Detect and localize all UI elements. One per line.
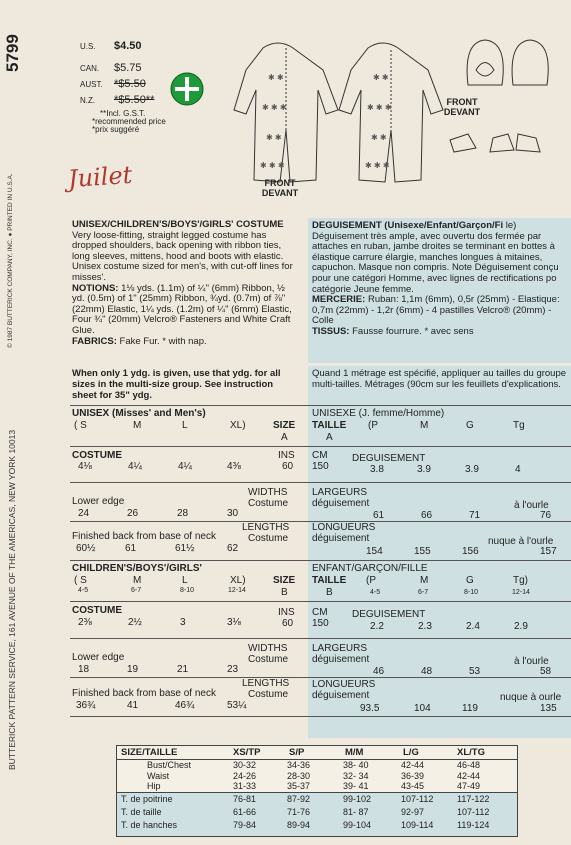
size-chart-cell: 43-45 (401, 781, 425, 791)
lengths-xl: 62 (227, 543, 239, 554)
size-chart-cell: 61-66 (233, 807, 257, 817)
size-chart (116, 745, 518, 837)
size-chart-header-xs: XS/TP (233, 747, 261, 758)
size-chart-cell: 36-39 (401, 770, 425, 781)
size-chart-row-label: T. de poitrine (121, 794, 173, 804)
hood-back-outline (512, 40, 548, 85)
child-width-150: 150 (312, 618, 329, 629)
child-widths-costume: Costume (248, 654, 289, 665)
child-costume-m-p: 2.2 (370, 621, 384, 632)
lengths-label: LENGTHS (242, 522, 290, 533)
child-ins-label: INS (278, 607, 295, 618)
child-nuque-label: nuque à ourle (500, 692, 562, 703)
child-lower-edge-s: 18 (78, 664, 90, 675)
child-size-l: L (182, 575, 188, 586)
child-largeurs-label: LARGEURS (312, 643, 368, 654)
size-chart-row-label: T. de taille (121, 807, 162, 817)
child-a-lourle: à l'ourle (514, 656, 549, 667)
lower-edge-cm-p: 61 (373, 510, 385, 521)
size-chart-cell: 79-84 (233, 820, 257, 830)
child-lengths-cm-m: 104 (414, 703, 431, 714)
green-category-icon (170, 72, 204, 106)
size-chart-cell: 87-92 (287, 794, 311, 804)
taille-p: (P (368, 420, 378, 431)
lengths-cm-m: 155 (414, 546, 431, 557)
lower-edge-cm-tg: 76 (540, 510, 552, 521)
child-taille-sub-p: 4-5 (370, 589, 381, 596)
size-chart-cell: 47-49 (457, 781, 481, 791)
size-chart-row-label: T. de hanches (121, 820, 178, 830)
child-lower-edge-label: Lower edge (72, 652, 125, 663)
widths-costume: Costume (248, 498, 289, 509)
size-chart-cell: 71-76 (287, 807, 311, 817)
taille-code: A (326, 432, 333, 443)
size-chart-cell: 89-94 (287, 820, 311, 830)
children-header-en: CHILDREN'S/BOYS'/GIRLS' (72, 563, 202, 574)
child-size-xl: XL) (230, 575, 246, 586)
child-taille-tg: Tg) (513, 575, 528, 586)
child-costume-yds-s: 2⅜ (78, 617, 92, 628)
price-can: CAN. $5.75 (80, 62, 142, 74)
side-copyright: © 1987 BUTTERICK COMPANY, INC. ● PRINTED IN U.S.A. (7, 173, 14, 348)
size-chart-cell: 119-124 (457, 820, 490, 830)
svg-text:✱ ✱ ✱: ✱ ✱ ✱ (365, 161, 390, 170)
size-s: ( S (74, 420, 87, 431)
taille-m: M (420, 420, 429, 431)
child-deguisement-label: DEGUISEMENT (352, 609, 426, 620)
english-description: UNISEX/CHILDREN'S/BOYS'/GIRLS' COSTUME Very loose-fitting, straight legged costume has dropped shoulders, back opening with ribbon ties, long sleeves, mittens, hood and boots with elastic. Unisex costume sized for men's, with cut-off lines for misses'. NOTIONS: 1⅛ yds. (1.1m) of ¼" (6mm) Ribbon, ½ yd. (0.5m) of 1" (25mm) Ribbon, ¾yd. (0.7m) of ⅞" (22mm) Elastic, 1¼ yds. (1.2m) of ¼" (6mm) Elastic, Four ¾" (20mm) Velcro® Fasteners and White Craft Glue. FABRICS: Fake Fur. * with nap. (72, 219, 293, 347)
lower-edge-xl: 30 (227, 508, 239, 519)
costume-yds-l: 4¼ (178, 461, 192, 472)
lower-edge-label: Lower edge (72, 496, 125, 507)
child-size-sub-m: 6-7 (131, 587, 142, 594)
size-chart-cell: 107-112 (401, 794, 434, 804)
child-lower-edge-xl: 23 (227, 664, 239, 675)
size-chart-cell: 42-44 (457, 770, 481, 781)
size-xl: XL) (230, 420, 246, 431)
size-chart-header-l: L/G (403, 747, 419, 758)
size-chart-header-xl: XL/TG (457, 747, 485, 758)
largeurs-deguisement: déguisement (312, 498, 370, 509)
svg-text:✱ ✱: ✱ ✱ (266, 133, 282, 142)
child-lengths-s: 36¾ (76, 700, 96, 711)
costume-yds-m: 4¼ (128, 461, 142, 472)
nuque-label: nuque à l'ourle (488, 536, 554, 547)
svg-text:✱ ✱: ✱ ✱ (371, 133, 387, 142)
child-lower-edge-cm-m: 48 (421, 666, 433, 677)
price-note-suggere: *prix suggéré (92, 125, 140, 134)
child-lengths-cm-p: 93.5 (360, 703, 380, 714)
child-taille-sub-m: 6-7 (418, 589, 429, 596)
size-chart-cell: 32- 34 (343, 770, 369, 781)
ins-label: INS (278, 450, 295, 461)
yardage-note-fr: Quand 1 métrage est spécifié, appliquer au tailles du groupe multi-tailles. Métrages (90cm sur les feuillets d'explications. (312, 368, 567, 390)
unisex-header-en: UNISEX (Misses' and Men's) (72, 408, 206, 419)
child-longueurs-deguisement: déguisement (312, 690, 370, 701)
svg-text:✱ ✱ ✱: ✱ ✱ ✱ (260, 161, 285, 170)
size-chart-header-size: SIZE/TAILLE (121, 747, 178, 758)
boot-outline (450, 134, 476, 152)
taille-g: G (466, 420, 474, 431)
size-chart-cell: 28-30 (287, 770, 311, 781)
size-chart-cell: 31-33 (233, 781, 257, 791)
child-size-s: ( S (74, 575, 87, 586)
size-chart-cell: 109-114 (401, 820, 434, 830)
child-taille-label: TAILLE (312, 575, 347, 586)
costume-m-p: 3.8 (370, 464, 384, 475)
child-costume-yds-l: 3 (180, 617, 186, 628)
child-lengths-cm-g: 119 (462, 703, 478, 714)
yardage-note-en: When only 1 ydg. is given, use that ydg. for all sizes in the multi-size group. See instruction sheet for 35" ydg. (72, 368, 281, 401)
child-cm-label: CM (312, 607, 328, 618)
child-lower-edge-m: 19 (127, 664, 139, 675)
french-description: DEGUISEMENT (Unisexe/Enfant/Garçon/Fi le) Déguisement très ample, avec ouvertu dos fermée par attaches en ruban, jambe droites se terminant en bottes à élastique carrure élargie, manches longues à mitaines, capuchon. Masque non compris. Note Déguisement conçu pour une catégori Homme, avec lignes de rectifications po catégorie Jeune femme. MERCERIE: Ruban: 1,1m (6mm), 0,5r (25mm) - Elastique: 0,7m (22mm) - 1,2r (6mm) - 4 pastilles Velcro® (20mm) - Colle TISSUS: Fausse fourrure. * avec sens (312, 221, 560, 337)
width-150: 150 (312, 461, 329, 472)
child-size-code: B (281, 587, 288, 598)
price-us: U.S. $4.50 (80, 40, 142, 52)
child-costume-m-tg: 2.9 (514, 621, 528, 632)
size-chart-cell: 46-48 (457, 760, 481, 770)
size-chart-cell: 76-81 (233, 794, 257, 804)
price-nz: N.Z. *$5.50** (80, 94, 155, 106)
size-chart-cell: 117-122 (457, 794, 490, 804)
lower-edge-cm-g: 71 (469, 510, 481, 521)
child-taille-g: G (466, 575, 474, 586)
lower-edge-s: 24 (78, 508, 90, 519)
child-longueurs-label: LONGUEURS (312, 679, 376, 690)
child-taille-sub-g: 8-10 (464, 589, 479, 596)
lower-edge-m: 26 (127, 508, 139, 519)
costume-yds-xl: 4⅜ (227, 461, 241, 472)
costume-m-g: 3.9 (465, 464, 479, 475)
width-60: 60 (282, 461, 294, 472)
svg-text:✱ ✱ ✱: ✱ ✱ ✱ (367, 103, 392, 112)
child-size-m: M (133, 575, 142, 586)
size-m: M (133, 420, 142, 431)
svg-text:✱ ✱ ✱: ✱ ✱ ✱ (262, 103, 287, 112)
lengths-m: 61 (125, 543, 137, 554)
lengths-costume: Costume (248, 533, 289, 544)
child-widths-label: WIDTHS (248, 643, 288, 654)
size-chart-cell: 30-32 (233, 760, 257, 770)
costume-m-tg: 4 (515, 464, 521, 475)
size-chart-row-label: Hip (147, 781, 161, 791)
child-lengths-m: 41 (127, 700, 139, 711)
svg-text:✱ ✱: ✱ ✱ (373, 73, 389, 82)
child-lower-edge-cm-g: 53 (469, 666, 481, 677)
lengths-cm-g: 156 (462, 546, 479, 557)
front-devant-label-center: FRONT DEVANT (261, 178, 299, 198)
size-label: SIZE (273, 420, 296, 431)
size-chart-header-s: S/P (289, 747, 305, 758)
child-costume-label: COSTUME (72, 605, 122, 616)
child-taille-code: B (326, 587, 333, 598)
size-chart-cell: 81- 87 (343, 807, 369, 817)
size-l: L (182, 420, 188, 431)
child-costume-m-g: 2.4 (466, 621, 480, 632)
finished-back-label: Finished back from base of neck (72, 531, 216, 542)
size-chart-cell: 107-112 (457, 807, 490, 817)
size-chart-cell: 24-26 (233, 770, 257, 781)
taille-label: TAILLE (312, 420, 347, 431)
lower-edge-l: 28 (177, 508, 189, 519)
child-size-label: SIZE (273, 575, 296, 586)
child-largeurs-deguisement: déguisement (312, 654, 370, 665)
lengths-l: 61½ (175, 543, 195, 554)
child-lower-edge-cm-p: 46 (373, 666, 385, 677)
costume-yds-s: 4⅛ (78, 461, 92, 472)
child-width-60: 60 (282, 618, 294, 629)
widths-label: WIDTHS (248, 487, 288, 498)
child-taille-m: M (420, 575, 429, 586)
size-chart-row-label: Bust/Chest (147, 760, 192, 770)
size-code: A (281, 432, 288, 443)
deguisement-label: DEGUISEMENT (352, 453, 426, 464)
child-lengths-label: LENGTHS (242, 678, 290, 689)
lengths-cm-p: 154 (366, 546, 383, 557)
child-size-sub-xl: 12-14 (228, 587, 246, 594)
price-aust: AUST. *$5.50 (80, 78, 146, 90)
svg-text:✱ ✱: ✱ ✱ (268, 73, 284, 82)
front-devant-label-right: FRONT DEVANT (443, 97, 481, 117)
size-chart-cell: 92-97 (401, 807, 425, 817)
lengths-cm-tg: 157 (540, 546, 557, 557)
child-lengths-costume: Costume (248, 689, 289, 700)
child-costume-m-m: 2.3 (418, 621, 432, 632)
child-lengths-xl: 53¼ (227, 700, 247, 711)
costume-label: COSTUME (72, 450, 122, 461)
child-lower-edge-l: 21 (177, 664, 189, 675)
child-size-sub-s: 4-5 (78, 587, 89, 594)
taille-tg: Tg (513, 420, 525, 431)
child-lower-edge-cm-tg: 58 (540, 666, 552, 677)
child-lengths-cm-tg: 135 (540, 703, 557, 714)
lengths-s: 60½ (76, 543, 96, 554)
size-chart-cell: 34-36 (287, 760, 311, 770)
pattern-number: 5799 (3, 34, 22, 72)
child-lengths-l: 46¾ (175, 700, 195, 711)
size-chart-row-label: Waist (147, 770, 170, 781)
child-costume-yds-xl: 3⅛ (227, 617, 241, 628)
longueurs-label: LONGUEURS (312, 522, 376, 533)
handwritten-note: Juilet (67, 160, 134, 194)
size-chart-cell: 99-102 (343, 794, 372, 804)
children-header-fr: ENFANT/GARÇON/FILLE (312, 563, 428, 574)
size-chart-cell: 38- 40 (343, 760, 369, 770)
largeurs-label: LARGEURS (312, 487, 368, 498)
unisex-header-fr: UNISEXE (J. femme/Homme) (312, 408, 445, 419)
size-chart-cell: 39- 41 (343, 781, 369, 791)
child-costume-yds-m: 2½ (128, 617, 142, 628)
child-finished-back-label: Finished back from base of neck (72, 688, 216, 699)
cm-label: CM (312, 450, 328, 461)
a-lourle: à l'ourle (514, 500, 549, 511)
price-note-gst: **Incl. G.S.T. (100, 109, 146, 118)
side-address: BUTTERICK PATTERN SERVICE, 161 AVENUE OF THE AMERICAS, NEW YORK 10013 (7, 429, 17, 770)
size-chart-cell: 42-44 (401, 760, 425, 770)
child-taille-sub-tg: 12-14 (512, 589, 530, 596)
price-note-recommended: *recommended price (92, 117, 166, 126)
child-taille-p: (P (366, 575, 376, 586)
size-chart-header-m: M/M (345, 747, 364, 758)
longueurs-deguisement: déguisement (312, 533, 370, 544)
size-chart-cell: 35-37 (287, 781, 311, 791)
size-chart-cell: 99-104 (343, 820, 372, 830)
child-size-sub-l: 8-10 (180, 587, 195, 594)
costume-m-m: 3.9 (417, 464, 431, 475)
lower-edge-cm-m: 66 (421, 510, 433, 521)
